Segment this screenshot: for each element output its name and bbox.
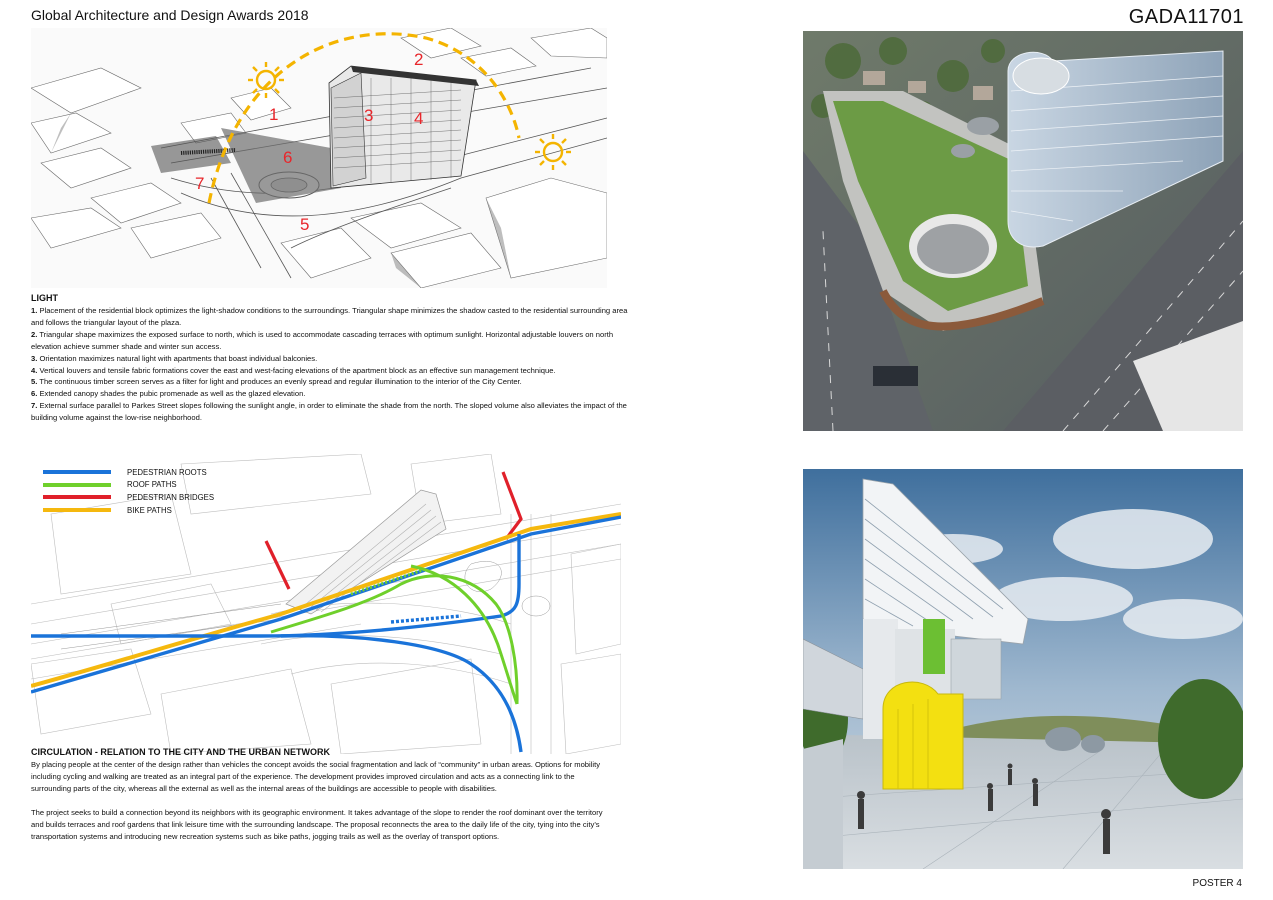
legend-swatch [43,470,111,474]
light-item-3: 3. Orientation maximizes natural light with apartments that boast individual balconies. [31,353,318,363]
legend-swatch [43,483,111,487]
light-item-4: 4. Vertical louvers and tensile fabric formations cover the east and west-facing elevations of the apartment block as an effective sun management technique. [31,365,556,375]
legend-swatch [43,508,111,512]
legend-item-pedestrian-roots: PEDESTRIAN ROOTS [43,466,214,479]
circulation-legend [43,466,214,516]
marker-6: 6 [283,148,293,167]
entry-code: GADA11701 [1128,6,1244,28]
poster-title: Global Architecture and Design Awards 2018 [31,7,309,23]
light-item-2: 2. Triangular shape maximizes the exposed surface to north, which is used to accommodate cascading terraces with optimum sunlight. Horizontal adjustable louvers on north elevation achieve summer shade and winter sun access. [31,329,614,351]
light-axonometric-diagram [31,28,607,288]
aerial-render-image [803,31,1243,431]
circulation-paragraph: The project seeks to build a connection beyond its neighbors with its geographic environment. It takes advantage of the slope to render the roof dominant over the territory and builds terraces and roof gardens that link leisure time with the surrounding landscape. The proposal reconnects the area to the daily life of the city, tying into the city’s transportation systems and introducing new recreation systems such as bike paths, jogging trails as well as the overlay of transport options. [31,807,603,841]
light-item-6: 6. Extended canopy shades the pubic promenade as well as the glazed elevation. [31,389,306,399]
light-item-5: 5. The continuous timber screen serves as a filter for light and produces an evenly spread and regular illumination to the interior of the City Center. [31,377,522,387]
poster-label: POSTER 4 [1192,878,1242,889]
legend-item-roof-paths: ROOF PATHS [43,479,214,492]
legend-swatch [43,495,111,499]
legend-item-bike-paths: BIKE PATHS [43,504,214,517]
marker-1: 1 [269,105,279,124]
light-heading: LIGHT [31,293,58,303]
circulation-paragraph: By placing people at the center of the design rather than vehicles the concept avoids the social fragmentation and lack of “community” in urban areas. Options for mobility including cycling and walking are treated as an integral part of the experience. The development provides improved circulation and acts as a connecting link to the surrounding parts of the city, whereas all the external as well as the internal areas of the buildings are accessible to people with disabilities. [31,760,601,793]
legend-item-pedestrian-bridges: PEDESTRIAN BRIDGES [43,491,214,504]
marker-3: 3 [364,106,374,125]
street-render-image [803,469,1243,869]
marker-4: 4 [414,109,424,128]
circulation-section [31,746,611,854]
marker-7: 7 [195,174,205,193]
circulation-map [31,454,621,754]
marker-2: 2 [414,50,424,69]
light-item-1: 1. Placement of the residential block optimizes the light-shadow conditions to the surroundings. Triangular shape minimizes the shadow casted to the residential surrounding area and follows the triangular layout of the plaza. [31,306,628,327]
light-section [31,292,631,424]
circulation-heading: CIRCULATION - RELATION TO THE CITY AND THE URBAN NETWORK [31,747,330,757]
light-item-7: 7. External surface parallel to Parkes Street slopes following the sunlight angle, in order to eliminate the shade from the north. The sloped volume also alleviates the impact of the building volume against the low-rise neighborhood. [31,401,627,423]
marker-5: 5 [300,215,310,234]
